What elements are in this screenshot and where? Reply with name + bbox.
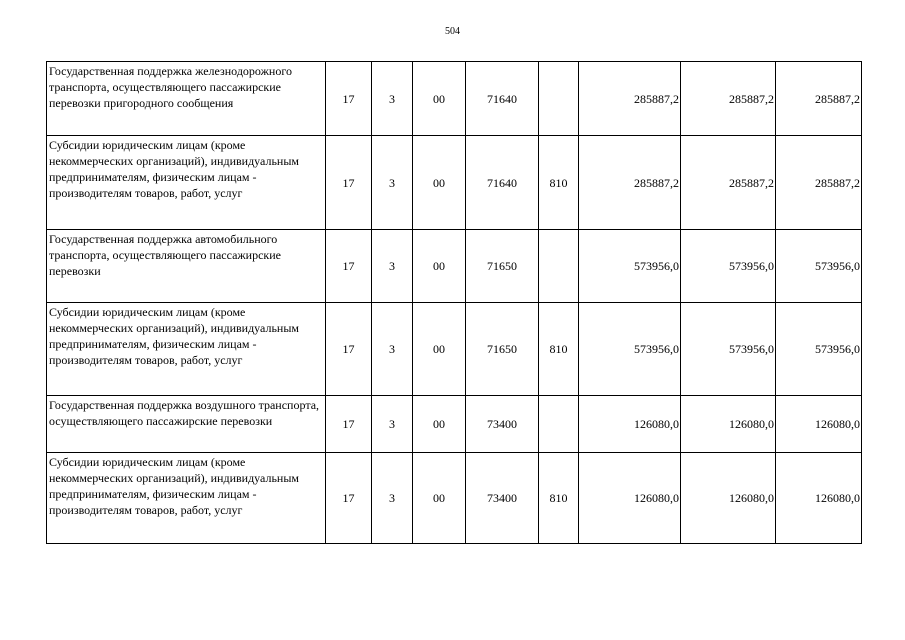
row-value-2: 573956,0 xyxy=(681,230,776,303)
row-code-3: 00 xyxy=(413,62,466,136)
row-value-1: 126080,0 xyxy=(579,453,681,544)
row-code-1: 17 xyxy=(326,303,372,396)
row-value-3: 126080,0 xyxy=(776,453,862,544)
row-name: Субсидии юридическим лицам (кроме некоммерческих организаций), индивидуальным предпринимателям, физическим лицам - производителям товаров, работ, услуг xyxy=(47,303,326,396)
table-row xyxy=(47,62,862,136)
row-code-2: 3 xyxy=(372,62,413,136)
row-value-2: 126080,0 xyxy=(681,396,776,453)
table-row xyxy=(47,303,862,396)
row-code-5: 810 xyxy=(539,303,579,396)
row-code-3: 00 xyxy=(413,136,466,230)
row-code-1: 17 xyxy=(326,453,372,544)
row-code-4: 73400 xyxy=(466,396,539,453)
row-code-3: 00 xyxy=(413,303,466,396)
row-code-5 xyxy=(539,230,579,303)
budget-table xyxy=(46,61,862,544)
row-code-2: 3 xyxy=(372,453,413,544)
row-code-1: 17 xyxy=(326,62,372,136)
table-row xyxy=(47,396,862,453)
row-name: Государственная поддержка воздушного транспорта, осуществляющего пассажирские перевозки xyxy=(47,396,326,453)
row-code-5: 810 xyxy=(539,136,579,230)
row-code-1: 17 xyxy=(326,396,372,453)
row-name: Государственная поддержка автомобильного транспорта, осуществляющего пассажирские перевозки xyxy=(47,230,326,303)
table-row xyxy=(47,453,862,544)
row-value-3: 573956,0 xyxy=(776,230,862,303)
row-value-1: 126080,0 xyxy=(579,396,681,453)
row-code-4: 73400 xyxy=(466,453,539,544)
row-value-3: 126080,0 xyxy=(776,396,862,453)
row-value-3: 285887,2 xyxy=(776,136,862,230)
row-code-5: 810 xyxy=(539,453,579,544)
row-value-2: 285887,2 xyxy=(681,62,776,136)
row-name: Субсидии юридическим лицам (кроме некоммерческих организаций), индивидуальным предпринимателям, физическим лицам - производителям товаров, работ, услуг xyxy=(47,136,326,230)
row-value-3: 285887,2 xyxy=(776,62,862,136)
row-code-3: 00 xyxy=(413,453,466,544)
table-row xyxy=(47,136,862,230)
row-code-2: 3 xyxy=(372,136,413,230)
page-number: 504 xyxy=(445,26,460,37)
row-value-1: 285887,2 xyxy=(579,136,681,230)
row-code-5 xyxy=(539,62,579,136)
row-code-3: 00 xyxy=(413,230,466,303)
row-code-1: 17 xyxy=(326,230,372,303)
row-code-4: 71640 xyxy=(466,136,539,230)
row-code-4: 71650 xyxy=(466,230,539,303)
row-code-1: 17 xyxy=(326,136,372,230)
row-code-3: 00 xyxy=(413,396,466,453)
row-code-4: 71650 xyxy=(466,303,539,396)
row-value-3: 573956,0 xyxy=(776,303,862,396)
row-value-2: 573956,0 xyxy=(681,303,776,396)
row-name: Государственная поддержка железнодорожного транспорта, осуществляющего пассажирские перевозки пригородного сообщения xyxy=(47,62,326,136)
row-code-4: 71640 xyxy=(466,62,539,136)
row-code-5 xyxy=(539,396,579,453)
row-value-1: 573956,0 xyxy=(579,230,681,303)
row-code-2: 3 xyxy=(372,230,413,303)
row-code-2: 3 xyxy=(372,396,413,453)
row-code-2: 3 xyxy=(372,303,413,396)
row-value-2: 285887,2 xyxy=(681,136,776,230)
table-row xyxy=(47,230,862,303)
row-value-1: 573956,0 xyxy=(579,303,681,396)
row-value-2: 126080,0 xyxy=(681,453,776,544)
row-name: Субсидии юридическим лицам (кроме некоммерческих организаций), индивидуальным предпринимателям, физическим лицам - производителям товаров, работ, услуг xyxy=(47,453,326,544)
row-value-1: 285887,2 xyxy=(579,62,681,136)
